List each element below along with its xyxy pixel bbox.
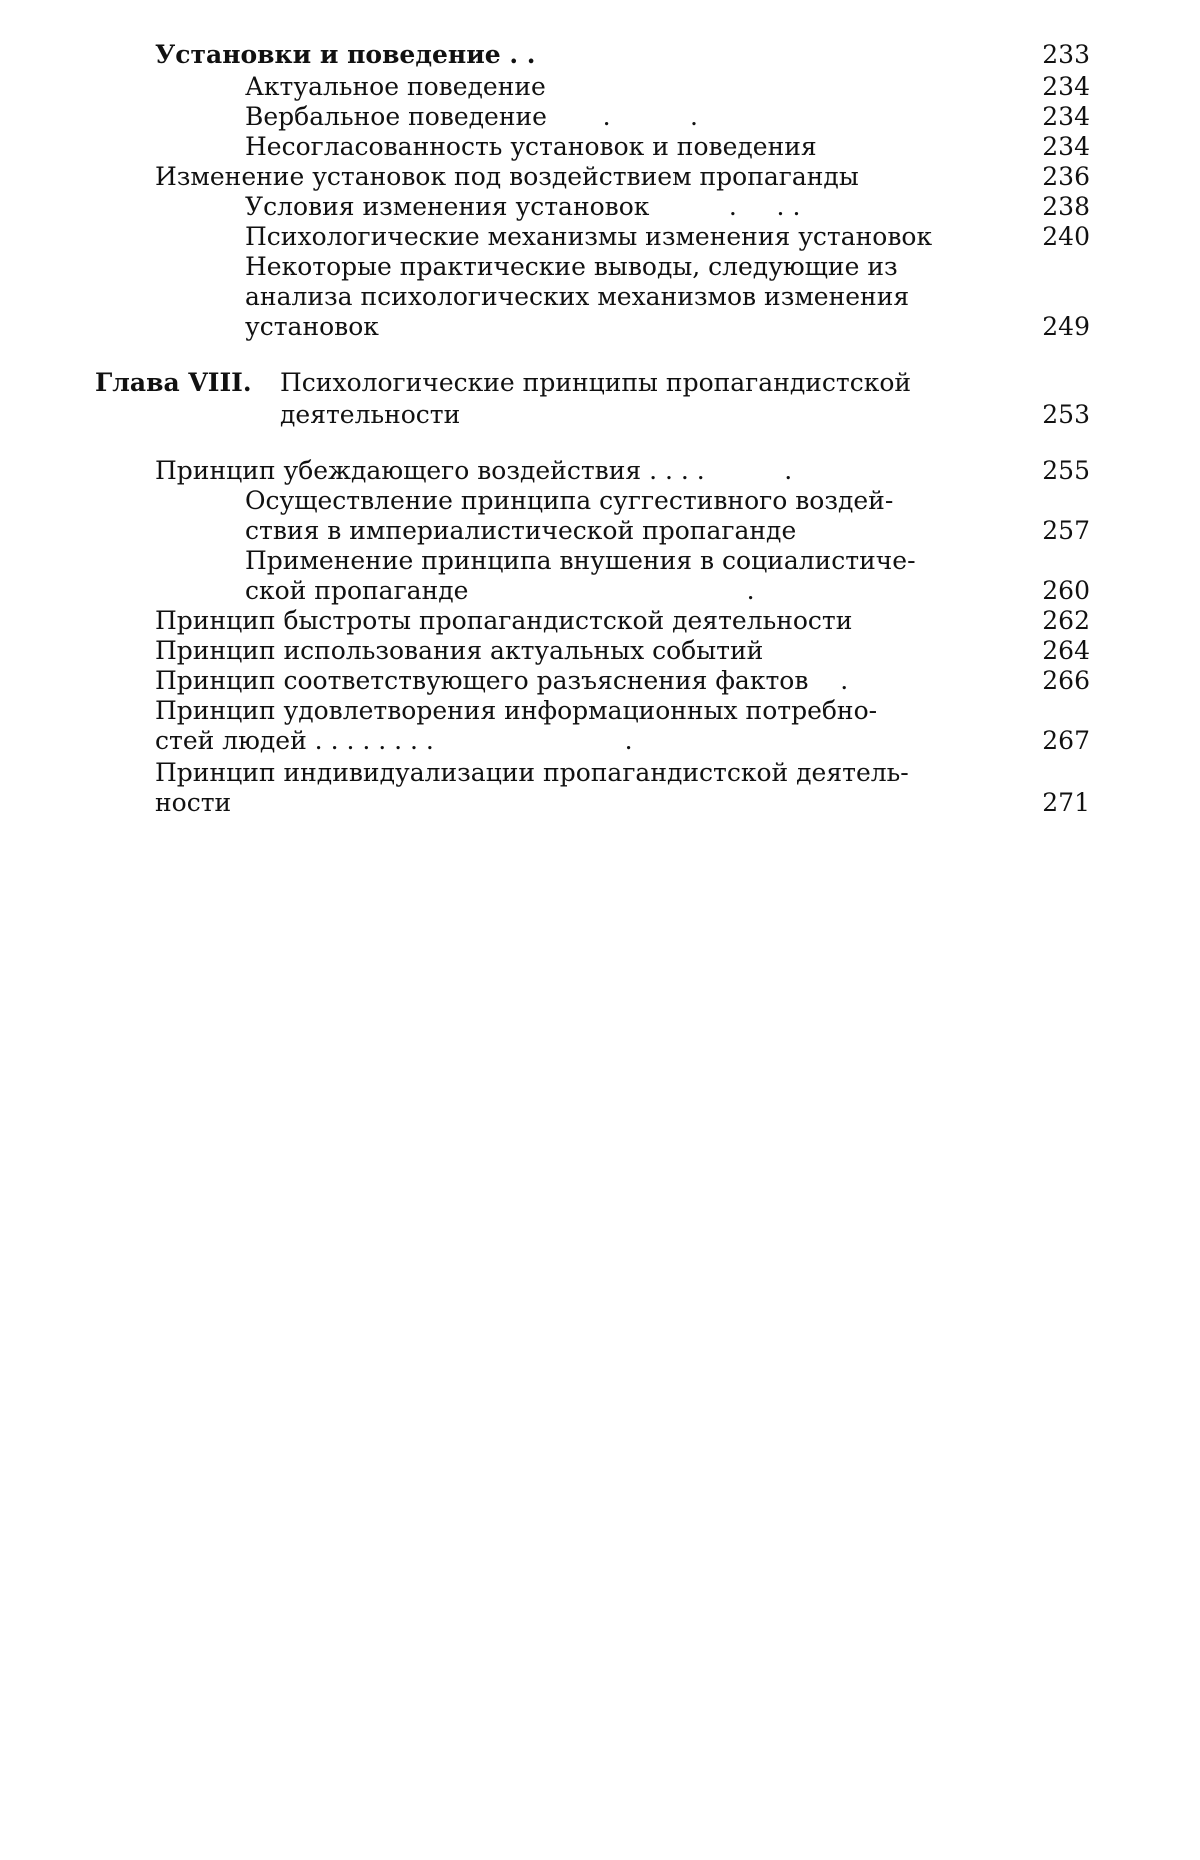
- toc-entry-title-cont: анализа психологических механизмов изменения: [245, 282, 910, 311]
- toc-entry-page: 255: [1042, 456, 1090, 485]
- toc-entry-page: 234: [1042, 102, 1090, 131]
- toc-entry-title: Принцип удовлетворения информационных потребно-: [155, 696, 878, 725]
- chapter-label: Глава VIII.: [95, 368, 252, 397]
- toc-entry-title-cont: деятельности: [280, 400, 461, 429]
- toc-entry-page: 257: [1042, 516, 1090, 545]
- toc-entry-title: Применение принципа внушения в социалистиче-: [245, 546, 916, 575]
- toc-entry-title: Осуществление принципа суггестивного воздей-: [245, 486, 894, 515]
- toc-entry-page: 238: [1042, 192, 1090, 221]
- toc-entry-title-cont: ствия в империалистической пропаганде: [245, 516, 797, 545]
- toc-entry-title: Психологические принципы пропагандистской: [280, 368, 912, 397]
- toc-entry-page: 253: [1042, 400, 1090, 429]
- toc-entry-title-cont: ности: [155, 788, 232, 817]
- toc-entry-title: Вербальное поведение . .: [245, 102, 698, 131]
- toc-entry-title-cont: установок: [245, 312, 379, 341]
- toc-entry-page: 233: [1042, 40, 1090, 69]
- toc-entry-title: Условия изменения установок . . .: [245, 192, 801, 221]
- toc-entry-title: Принцип индивидуализации пропагандистской деятель-: [155, 758, 909, 787]
- toc-entry-page: 267: [1042, 726, 1090, 755]
- toc-entry-page: 234: [1042, 72, 1090, 101]
- toc-entry-page: 240: [1042, 222, 1090, 251]
- toc-entry-title: Некоторые практические выводы, следующие из: [245, 252, 898, 281]
- toc-entry-page: 262: [1042, 606, 1090, 635]
- toc-entry-page: 260: [1042, 576, 1090, 605]
- toc-entry-title: Принцип убеждающего воздействия . . . . .: [155, 456, 793, 485]
- toc-entry-page: 264: [1042, 636, 1090, 665]
- toc-entry-title: Принцип соответствующего разъяснения фактов .: [155, 666, 849, 695]
- toc-entry-title-cont: ской пропаганде .: [245, 576, 755, 605]
- toc-entry-title-cont: стей людей . . . . . . . . .: [155, 726, 633, 755]
- toc-entry-page: 271: [1042, 788, 1090, 817]
- toc-entry-page: 236: [1042, 162, 1090, 191]
- toc-entry-title: Изменение установок под воздействием пропаганды: [155, 162, 859, 191]
- toc-entry-title: Принцип быстроты пропагандистской деятельности: [155, 606, 853, 635]
- toc-entry-page: 234: [1042, 132, 1090, 161]
- toc-entry-title: Несогласованность установок и поведения: [245, 132, 817, 161]
- toc-entry-title: Психологические механизмы изменения установок: [245, 222, 933, 251]
- toc-entry-title: Актуальное поведение: [245, 72, 546, 101]
- toc-entry-title: Установки и поведение . .: [155, 40, 536, 69]
- toc-entry-title: Принцип использования актуальных событий: [155, 636, 764, 665]
- toc-entry-page: 266: [1042, 666, 1090, 695]
- toc-entry-page: 249: [1042, 312, 1090, 341]
